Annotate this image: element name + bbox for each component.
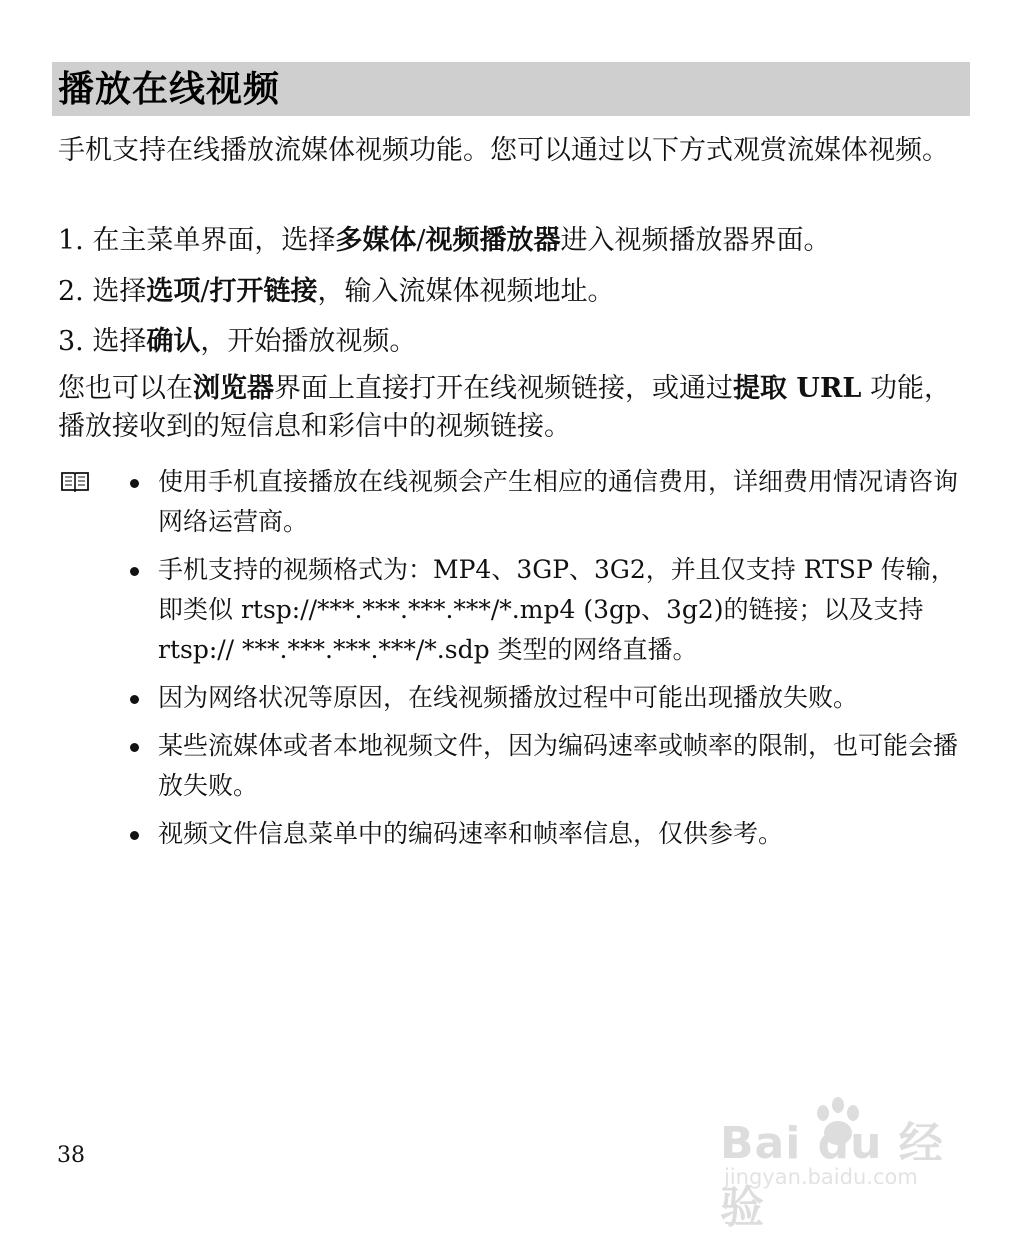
- watermark-logo: Bai du 经验: [720, 1118, 944, 1233]
- step-number: 2.: [58, 276, 84, 307]
- bullet-dot-icon: [130, 479, 139, 488]
- page-title: 播放在线视频: [58, 69, 281, 110]
- browser-note-paragraph: 您也可以在浏览器界面上直接打开在线视频链接，或通过提取 URL 功能，播放接收到的短信息和彩信中的视频链接。: [58, 373, 951, 442]
- menu-path-video-player: 视频播放器: [425, 225, 561, 256]
- list-item: 使用手机直接播放在线视频会产生相应的通信费用，详细费用情况请咨询网络运营商。: [130, 462, 960, 542]
- bullet-dot-icon: [130, 743, 139, 752]
- bullet-dot-icon: [130, 695, 139, 704]
- page-number: 38: [57, 1143, 85, 1168]
- step-2: 2. 选择选项/打开链接，输入流媒体视频地址。: [58, 276, 615, 307]
- bullet-dot-icon: [130, 567, 139, 576]
- list-item: 视频文件信息菜单中的编码速率和帧率信息，仅供参考。: [130, 814, 960, 854]
- baidu-watermark: [720, 1095, 970, 1233]
- step-3: 3. 选择确认，开始播放视频。: [58, 326, 417, 357]
- menu-path-multimedia: 多媒体: [335, 225, 417, 256]
- step-number: 1.: [58, 225, 84, 256]
- list-item: 因为网络状况等原因，在线视频播放过程中可能出现播放失败。: [130, 678, 960, 718]
- book-note-icon: [60, 470, 90, 492]
- menu-extract-url: 提取 URL: [733, 373, 862, 404]
- list-item: 某些流媒体或者本地视频文件，因为编码速率或帧率的限制，也可能会播放失败。: [130, 726, 960, 806]
- list-item: 手机支持的视频格式为：MP4、3GP、3G2，并且仅支持 RTSP 传输，即类似 rtsp://***.***.***.***/*.mp4 (3gp、3g2)的链接；以及支持 rtsp:// ***.***.***.***/*.sdp 类型的网络直播。: [130, 550, 960, 670]
- section-title-bar: [52, 62, 970, 116]
- menu-path-options: 选项: [146, 276, 201, 307]
- step-1: 1. 在主菜单界面，选择多媒体/视频播放器进入视频播放器界面。: [58, 225, 831, 256]
- notes-list: [130, 462, 960, 862]
- step-number: 3.: [58, 326, 84, 357]
- menu-path-confirm: 确认: [146, 326, 201, 357]
- bullet-dot-icon: [130, 831, 139, 840]
- menu-browser: 浏览器: [193, 373, 274, 404]
- watermark-url: jingyan.baidu.com: [724, 1165, 918, 1189]
- menu-path-open-link: 打开链接: [209, 276, 318, 307]
- intro-paragraph: 手机支持在线播放流媒体视频功能。您可以通过以下方式观赏流媒体视频。: [58, 135, 949, 166]
